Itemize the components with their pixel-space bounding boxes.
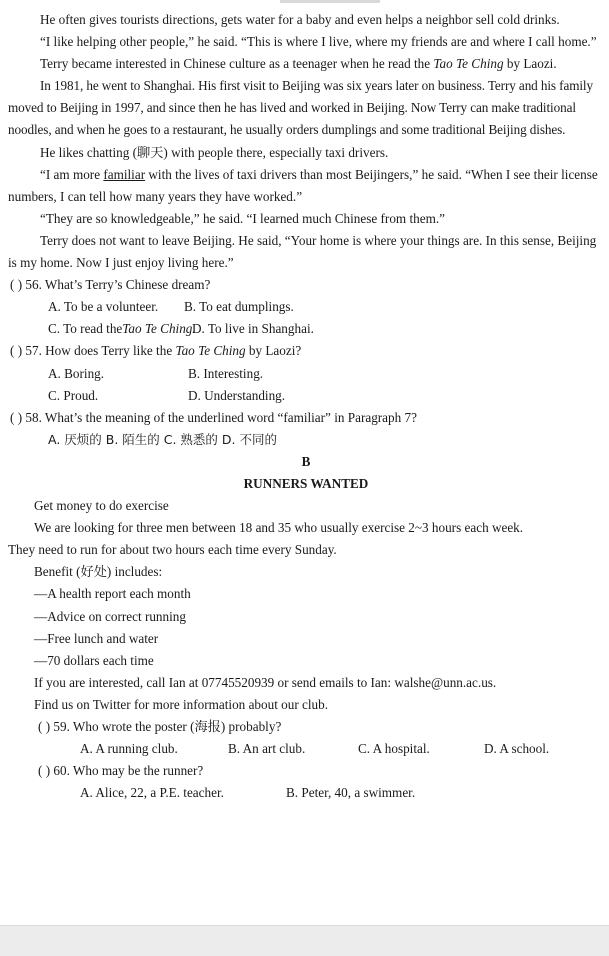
contact-line: If you are interested, call Ian at 07745520939 or send emails to Ian: walshe@unn.ac.us.: [34, 674, 497, 690]
question-57-end: by Laozi?: [245, 343, 302, 359]
option-56-c-book: Tao Te Ching.: [122, 321, 196, 337]
scroll-indicator: [280, 0, 380, 3]
document-content: [8, 9, 604, 804]
question-56-options-row-2: [8, 318, 604, 340]
twitter-line: Find us on Twitter for more information about our club.: [34, 696, 329, 712]
question-60: ( ) 60. Who may be the runner?: [38, 763, 204, 779]
benefit-heading: Benefit (好处) includes:: [34, 564, 163, 580]
poster-title: RUNNERS WANTED: [243, 475, 369, 491]
poster-line-requirements: We are looking for three men between 18 and 35 who usually exercise 2~3 hours each week.: [34, 520, 524, 536]
option-56-b: B. To eat dumplings.: [184, 299, 294, 315]
option-56-c: [48, 318, 196, 340]
option-56-c-text: C. To read the: [48, 321, 123, 337]
paragraph-6: [8, 164, 604, 208]
question-57-book: Tao Te Ching: [175, 343, 246, 359]
poster-section: [8, 495, 604, 804]
question-57-options-row-1: [8, 363, 604, 385]
paragraph-2: “I like helping other people,” he said. “This is where I live, where my friends are and where I call home.”: [40, 34, 597, 50]
option-59-c: C. A hospital.: [358, 741, 430, 757]
paragraph-5: He likes chatting (聊天) with people there, especially taxi drivers.: [40, 144, 389, 160]
option-56-d: D. To live in Shanghai.: [192, 321, 314, 337]
paragraph-6-text: “I am more: [40, 166, 104, 182]
benefit-item: —Free lunch and water: [34, 630, 159, 646]
question-58-options: A. 厌烦的 B. 陌生的 C. 熟悉的 D. 不同的: [48, 431, 277, 447]
poster-subtitle: Get money to do exercise: [34, 498, 169, 514]
question-60-options: [8, 782, 604, 804]
question-59: ( ) 59. Who wrote the poster (海报) probably?: [38, 719, 282, 734]
question-56-options-row-1: [8, 296, 604, 318]
option-57-a: A. Boring.: [48, 365, 105, 381]
option-59-a: A. A running club.: [80, 741, 178, 757]
book-title: Tao Te Ching: [433, 56, 504, 72]
option-56-a: A. To be a volunteer.: [48, 299, 159, 315]
option-57-c: C. Proud.: [48, 387, 99, 403]
benefit-item: —70 dollars each time: [34, 652, 154, 668]
benefit-item: —A health report each month: [34, 586, 191, 602]
question-57: [8, 340, 604, 362]
question-58: ( ) 58. What’s the meaning of the underlined word “familiar” in Paragraph 7?: [10, 409, 417, 425]
section-letter: B: [301, 453, 311, 469]
paragraph-7: “They are so knowledgeable,” he said. “I learned much Chinese from them.”: [40, 210, 445, 226]
viewer-bottom-strip: [0, 925, 609, 956]
option-60-a: A. Alice, 22, a P.E. teacher.: [80, 785, 224, 801]
question-59-options: [8, 738, 604, 760]
option-57-b: B. Interesting.: [188, 365, 264, 381]
question-56: ( ) 56. What’s Terry’s Chinese dream?: [10, 277, 211, 293]
question-57-text: ( ) 57. How does Terry like the: [10, 343, 176, 359]
option-59-b: B. An art club.: [228, 741, 306, 757]
option-60-b: B. Peter, 40, a swimmer.: [286, 785, 416, 801]
option-59-d: D. A school.: [484, 741, 550, 757]
underlined-word: familiar: [103, 166, 146, 182]
question-57-options-row-2: [8, 385, 604, 407]
paragraph-8: Terry does not want to leave Beijing. He said, “Your home is where your things are. In this sense, Beijing is my home. Now I just enjoy living here.”: [8, 232, 597, 271]
paragraph-3-end: by Laozi.: [503, 56, 557, 72]
paragraph-1: He often gives tourists directions, gets water for a baby and even helps a neighbor sell cold drinks.: [40, 12, 560, 27]
option-57-d: D. Understanding.: [188, 387, 286, 403]
poster-line-schedule: They need to run for about two hours each time every Sunday.: [8, 542, 337, 558]
paragraph-3: [8, 53, 604, 75]
paragraph-3-text: Terry became interested in Chinese culture as a teenager when he read the: [40, 56, 434, 72]
benefit-item: —Advice on correct running: [34, 608, 186, 624]
paragraph-6-end: with the lives of taxi drivers than most Beijingers,” he said. “When I see their license numbers, I can tell how many years they have worked.”: [8, 166, 598, 204]
paragraph-4: In 1981, he went to Shanghai. His first visit to Beijing was six years later on business. Terry and his family moved to Beijing in 1997, and since then he has lived and worked in Beijing. Now Terry can make traditional noodles, and when he goes to a restaurant, he usually orders dumplings and some traditional Beijing dishes.: [8, 78, 593, 138]
